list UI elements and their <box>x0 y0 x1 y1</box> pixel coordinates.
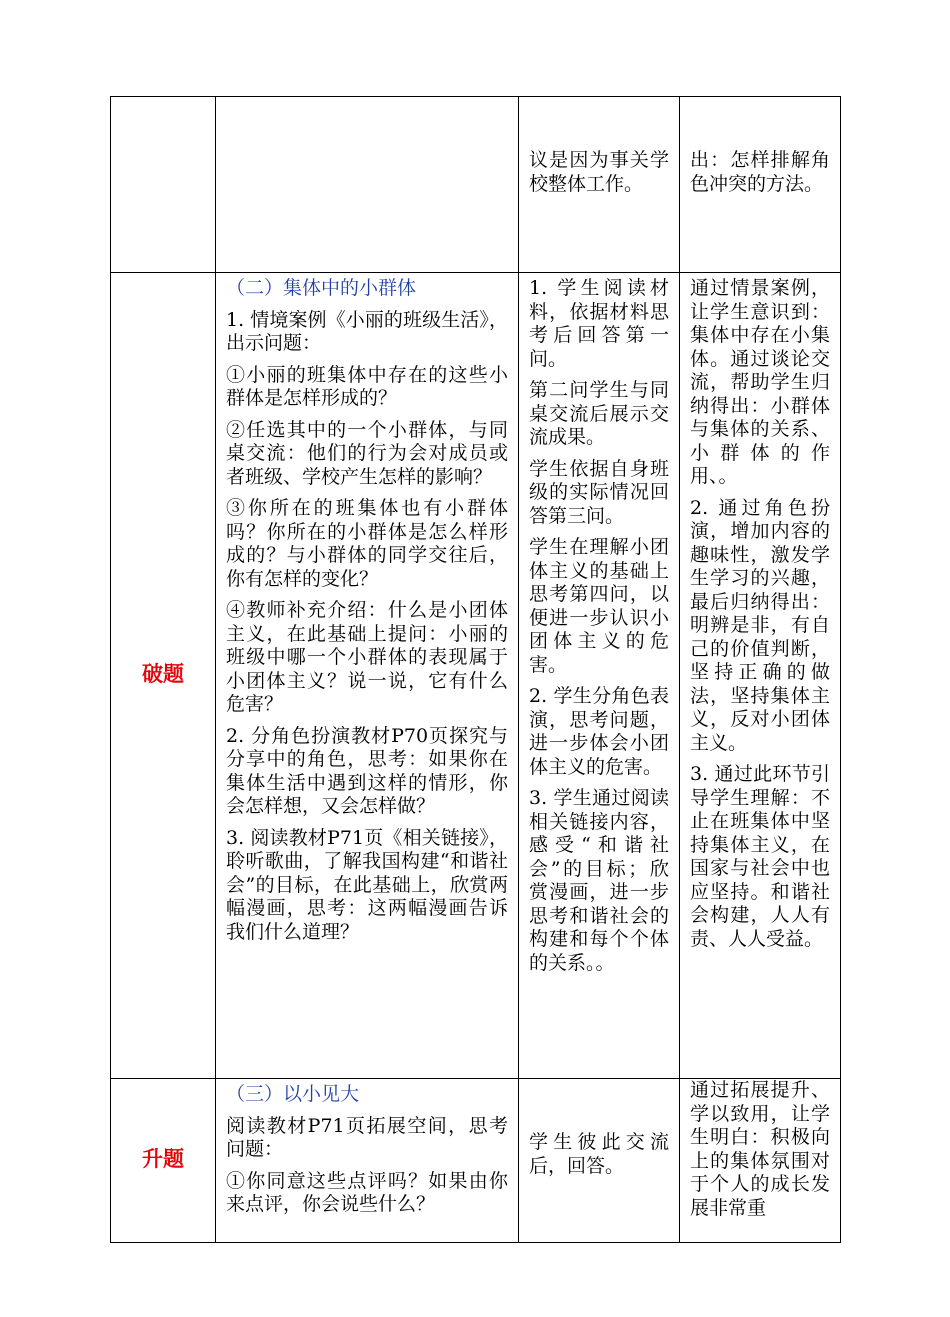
student-text: 议是因为事关学校整体工作。 <box>529 149 669 195</box>
content-paragraph: 2. 分角色扮演教材P70页探究与分享中的角色，思考：如果你在集体生活中遇到这样的情形，你会怎样想，又会怎样做？ <box>226 724 508 817</box>
intent-text: 3. 通过此环节引导学生理解：不止在班集体中坚持集体主义，在国家与社会中也应坚持。和谐社会构建，人人有责、人人受益。 <box>690 763 830 950</box>
student-activity-cell <box>519 97 680 273</box>
section-title: （三）以小见大 <box>226 1083 360 1105</box>
student-text: 第二问学生与同桌交流后展示交流成果。 <box>529 379 669 448</box>
content-cell <box>216 273 519 1079</box>
phase-label: 升题 <box>142 1147 184 1172</box>
content-cell <box>216 1079 519 1243</box>
student-text: 学生彼此交流后，回答。 <box>529 1131 669 1177</box>
content-paragraph: ①你同意这些点评吗？如果由你来点评，你会说些什么？ <box>226 1169 508 1215</box>
content-paragraph: 1. 情境案例《小丽的班级生活》，出示问题： <box>226 308 508 354</box>
intent-text: 2. 通过角色扮演，增加内容的趣味性，激发学生学习的兴趣，最后归纳得出：明辨是非，有自己的价值判断，坚持正确的做法，坚持集体主义，反对小团体主义。 <box>690 496 830 754</box>
student-text: 2. 学生分角色表演，思考问题，进一步体会小团体主义的危害。 <box>529 685 669 778</box>
section-title: （二）集体中的小群体 <box>226 277 417 299</box>
content-cell <box>216 97 519 273</box>
student-activity-cell <box>519 1079 680 1243</box>
design-intent-cell <box>680 97 841 273</box>
intent-text: 通过拓展提升、学以致用，让学生明白：积极向上的集体氛围对于个人的成长发展非常重 <box>690 1079 830 1219</box>
content-paragraph: 3. 阅读教材P71页《相关链接》，聆听歌曲，了解我国构建“和谐社会”的目标，在此基础上，欣赏两幅漫画，思考：这两幅漫画告诉我们什么道理？ <box>226 826 508 943</box>
table-row-poti <box>111 273 841 1079</box>
lesson-plan-table <box>110 96 841 1243</box>
table-row-shengti <box>111 1079 841 1243</box>
design-intent-cell <box>680 273 841 1079</box>
content-paragraph: ④教师补充介绍：什么是小团体主义，在此基础上提问：小丽的班级中哪一个小群体的表现属于小团体主义？说一说，它有什么危害？ <box>226 599 508 715</box>
student-text: 1. 学生阅读材料，依据材料思考后回答第一问。 <box>529 277 669 370</box>
table-row-continuation <box>111 97 841 273</box>
student-text: 学生依据自身班级的实际情况回答第三问。 <box>529 457 669 527</box>
content-paragraph: ②任选其中的一个小群体，与同桌交流：他们的行为会对成员或者班级、学校产生怎样的影响？ <box>226 418 508 488</box>
intent-text: 通过情景案例，让学生意识到：集体中存在小集体。通过谈论交流，帮助学生归纳得出：小群体与集体的关系、小群体的作用、。 <box>690 277 830 487</box>
content-paragraph: ①小丽的班集体中存在的这些小群体是怎样形成的？ <box>226 363 508 409</box>
phase-cell <box>111 97 216 273</box>
student-text: 学生在理解小团体主义的基础上思考第四问，以便进一步认识小团体主义的危害。 <box>529 536 669 676</box>
phase-label: 破题 <box>142 662 184 687</box>
design-intent-cell <box>680 1079 841 1243</box>
intent-text: 出：怎样排解角色冲突的方法。 <box>690 149 830 195</box>
content-paragraph: ③你所在的班集体也有小群体吗？你所在的小群体是怎么样形成的？与小群体的同学交往后，你有怎样的变化？ <box>226 497 508 590</box>
phase-cell <box>111 1079 216 1243</box>
student-activity-cell <box>519 273 680 1079</box>
student-text: 3. 学生通过阅读相关链接内容，感受“和谐社会”的目标；欣赏漫画，进一步思考和谐社会的构建和每个个体的关系。。 <box>529 787 669 974</box>
content-paragraph: 阅读教材P71页拓展空间，思考问题： <box>226 1114 508 1160</box>
phase-cell <box>111 273 216 1079</box>
